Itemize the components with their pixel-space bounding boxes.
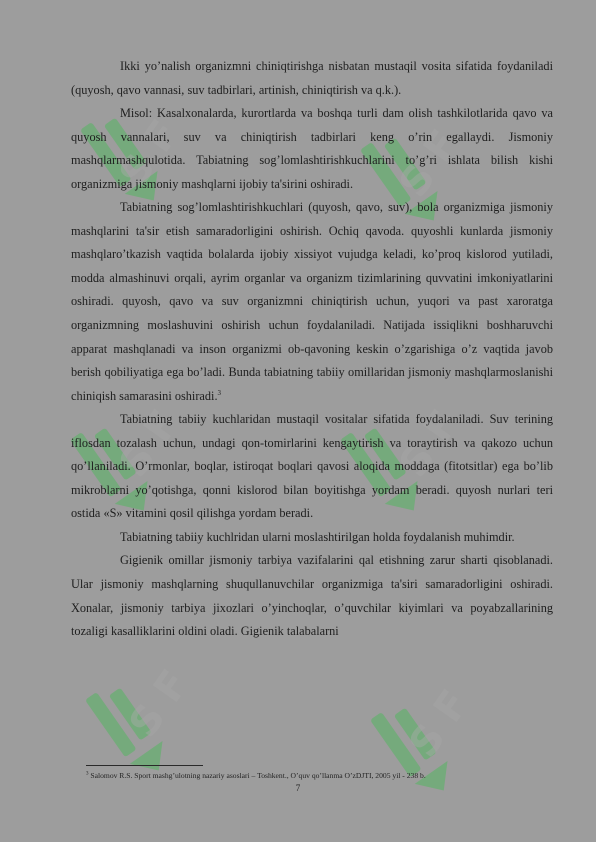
paragraph: Tabiatning tabiiy kuchlaridan mustaqil vositalar sifatida foydalaniladi. Suv terining iflosdan tozalash uchun, undagi qon-tomirlarini kengaytirish va toraytirish va qakozo uchun qo’llaniladi. O’rmonlar, boqlar, istiroqat boqlari qavosi aloqida moddaga (fitotsitlar) ega bo’lib mikroblarni yo’qotishga, qonni kislorod bilan boyitishga yordam beradi. quyosh nurlari teri ostida «S» vitamini qosil qilishga yordam beradi. [71, 412, 553, 521]
svg-text:S F: S F [390, 401, 469, 486]
footnote-number: 3 [86, 771, 89, 777]
svg-text:S F: S F [400, 681, 479, 766]
footnote-divider [86, 765, 203, 766]
paragraph: Gigienik omillar jismoniy tarbiya vazifalarini qal etishning zarur sharti qisoblanadi. Ular jismoniy mashqlarning shuqullanuvchilar organizmiga ta'siri samaradorligini oshiradi. Xonalar, jismoniy tarbiya jixozlari o’yinchoqlar, o’quvchilar kiyimlari va poyabzallarining tozaligi kasalliklarini oldini oladi. Gigienik talabalarni [71, 553, 553, 639]
footnote-reference[interactable]: 3 [217, 388, 222, 397]
paragraph: Tabiatning tabiiy kuchlridan ularni moslashtirilgan holda foydalanish muhimdir. [120, 529, 515, 544]
footnote-text: Salomov R.S. Sport mashg’ulotning nazariy asoslari – Toshkent., O’quv qo’llanma O’zDJTI, 2005 yil - 238 b. [90, 771, 426, 780]
paragraph: Ikki yo’nalish organizmni chiniqtirishga nisbatan mustaqil vosita sifatida foydaniladi (quyosh, qavo vannasi, suv tadbirlari, artinish, chiniqtirish va q.k.). [71, 59, 553, 97]
body-text [71, 55, 553, 644]
svg-text:S F: S F [110, 401, 189, 486]
paragraph [71, 196, 553, 408]
paragraph-text: Tabiatning sog’lomlashtirishkuchlari (quyosh, qavo, suv), bola organizmiga jismoniy mashqlarini ta'sir etish samaradorligini oshirish. Ochiq qavoda. quyoshli kunlarda jismoniy mashqlaro’tkazish vaqtida bolalarda ijobiy xissiyot vujudga keladi, ko’proq kislorod yutiladi, modda almashinuvi orqali, ayrim organlar va organizm tizimlarining quvvatini imkoniyatlarini oshiradi. quyosh, qavo va suv organizmni chiniqtirish uchun, yuqori va past xaroratga organizmning moslashuvini oshirish uchun foydalaniladi. Natijada issiqlikni boshharuvchi apparat mashqlanadi va inson organizmi ob-qavoning keskin o’zgarishiga o’z vaqtida javob berish qobiliyatiga ega bo’ladi. Bunda tabiatning tabiiy omillaridan jismoniy mashqlarmoslanishi chiniqish samarasini oshiradi. [71, 200, 553, 403]
svg-text:S F: S F [120, 661, 199, 746]
svg-text:S F: S F [390, 121, 469, 206]
svg-text:S F: S F [110, 111, 189, 196]
footnote [86, 771, 556, 781]
paragraph: Misol: Kasalxonalarda, kurortlarda va boshqa turli dam olish tashkilotlarida qavo va quyosh vannalari, suv va chiniqtirish tadbirlari keng o’rin egallaydi. Jismoniy mashqlarmashqulotida. Tabiatning sog’lomlashtirishkuchlarini to’g’ri ishlata bilish kishi organizmiga jismoniy mashqlarni ijobiy ta'sirini oshiradi. [71, 106, 553, 191]
page-number: 7 [295, 783, 301, 793]
